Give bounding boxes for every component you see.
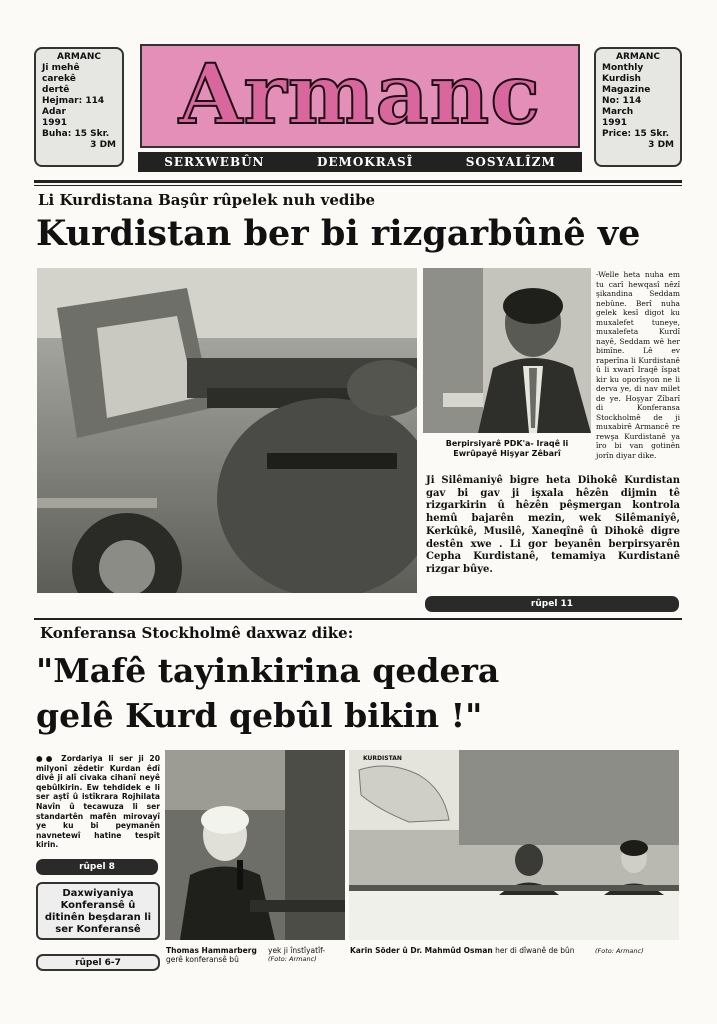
story2-page-ref-label: rûpel 8	[79, 862, 115, 872]
left-box-month: Adar	[42, 107, 66, 117]
story1-main-photo	[37, 268, 417, 593]
left-box-line: carekê	[42, 74, 76, 84]
caption-panel-rest: her di dîwanê de bûn	[495, 946, 575, 955]
section-rule	[34, 618, 682, 620]
right-box-line: Magazine	[602, 85, 651, 95]
masthead-title: Armanc	[178, 47, 542, 143]
slogan-word: DEMOKRASÎ	[317, 155, 414, 169]
story1-portrait-caption	[423, 439, 591, 459]
story1-portrait-photo	[423, 268, 591, 433]
story1-headline: Kurdistan ber bi rizgarbûnê ve	[36, 213, 641, 254]
story2-sidebar-box: Daxwiyaniya Konferansê û ditinên beşdaran li ser Konferansê	[36, 882, 160, 940]
caption-hammarberg	[166, 946, 262, 964]
left-box-line: dertê	[42, 85, 70, 95]
right-box-price: Price: 15 Skr.	[602, 129, 669, 139]
right-box-line: Kurdish	[602, 74, 641, 84]
story2-box-page-ref[interactable]	[36, 954, 160, 971]
right-box-price2: 3 DM	[648, 140, 674, 150]
story2-speaker-photo	[165, 750, 345, 940]
left-box-line: Ji mehê	[42, 63, 80, 73]
right-box-month: March	[602, 107, 634, 117]
conference-panel-photo	[349, 750, 679, 940]
right-box-name: ARMANC	[616, 52, 660, 62]
caption-credit: (Foto: Armanc)	[268, 955, 317, 963]
left-info-box	[34, 47, 124, 167]
caption-name: Thomas Hammarberg	[166, 946, 257, 955]
right-box-year: 1991	[602, 118, 628, 128]
story2-headline-line2: gelê Kurd qebûl bikin !"	[36, 696, 483, 735]
story1-lead-text: Ji Silêmaniyê bigre heta Dihokê Kurdistan gav bi gav ji işxala hêzên dijmin tê rizgarkirin û hêzên pêşmergan kontrola hemû bajarên mezin, wek Silêmaniyê, Kerkûkê, Musilê, Xaneqînê û Dihokê digre destên xwe . Li gor beyanên berpirsyarên Cepha Kurdistanê, temamiya Kurdistanê rizgar bûye.	[426, 475, 680, 575]
story2-box-page-ref-label: rûpel 6-7	[75, 957, 121, 968]
portrait-caption-line: Berpirsiyarê PDK'a- Iraqê li	[445, 439, 569, 448]
left-box-year: 1991	[42, 118, 68, 128]
caption-panel-names: Karin Söder û Dr. Mahmûd Osman	[350, 946, 493, 955]
left-box-price2: 3 DM	[90, 140, 116, 150]
war-scene-image	[37, 268, 417, 593]
slogan-word: SERXWEBÛN	[164, 155, 265, 169]
story2-side-text: ●● Zordariya li ser ji 20 milyonî zêdetir Kurdan êdî divê ji alî civaka cihanî neyê qebûlkirin. Ew tehdidek e li ser aştî û istîkrara Rojhilata Navîn û tecawuza li ser standartên mafên mirovayî ye ku bi peymanên navnetewî hatine tespît kirin.	[36, 754, 160, 850]
story2-kicker: Konferansa Stockholmê daxwaz dike:	[40, 624, 354, 642]
story1-page-ref-label: rûpel 11	[530, 599, 574, 609]
right-box-issue: No: 114	[602, 96, 642, 106]
left-box-name: ARMANC	[57, 52, 101, 62]
caption-panel	[350, 946, 680, 956]
story1-kicker: Li Kurdistana Başûr rûpelek nuh vedibe	[38, 191, 376, 209]
right-info-box	[594, 47, 682, 167]
hisyar-zebari-portrait	[423, 268, 591, 433]
left-box-price: Buha: 15 Skr.	[42, 129, 110, 139]
masthead-rule	[34, 180, 682, 183]
portrait-caption-line: Ewrûpayê Hişyar Zêbarî	[453, 449, 561, 458]
slogan-word: SOSYALÎZM	[465, 155, 556, 169]
caption-initiator	[268, 946, 344, 964]
story2-page-ref[interactable]	[36, 859, 158, 875]
story2-headline-line1: "Mafê tayinkirina qedera	[36, 651, 500, 690]
caption-panel-credit: (Foto: Armanc)	[594, 947, 644, 955]
caption-pre: yek ji înstîyatîf-	[268, 946, 326, 955]
story1-page-ref[interactable]	[425, 596, 679, 612]
caption-rest: gerê konferansê bû	[166, 955, 239, 964]
masthead-slogan-bar	[138, 152, 582, 172]
masthead-rule-thin	[34, 185, 682, 186]
right-box-line: Monthly	[602, 63, 644, 73]
thomas-hammarberg-photo	[165, 750, 345, 940]
left-box-issue: Hejmar: 114	[42, 96, 105, 106]
story1-column-text: -Welle heta nuha em tu carî hewqasî nêzî şikandina Seddam nebûne. Berî nuha gelek kesî digot ku muxalefet tuneye, muxalefeta Kurdî nayê, Seddam wê her bimîne. Lê ev raperîna li Kurdistanê û li xwarî Iraqê îspat kir ku oporîsyon ne li derva ye, di nav milet de ye. Hoşyar Zîbarî di Konferansa Stockholmê de ji muxabirê Armancê re rewşa Kurdistanê ya îro bi van gotinên jorîn diyar dike.	[596, 270, 680, 460]
masthead-banner	[140, 44, 580, 148]
map-label: KURDISTAN	[363, 755, 402, 762]
story2-panel-photo	[349, 750, 679, 940]
